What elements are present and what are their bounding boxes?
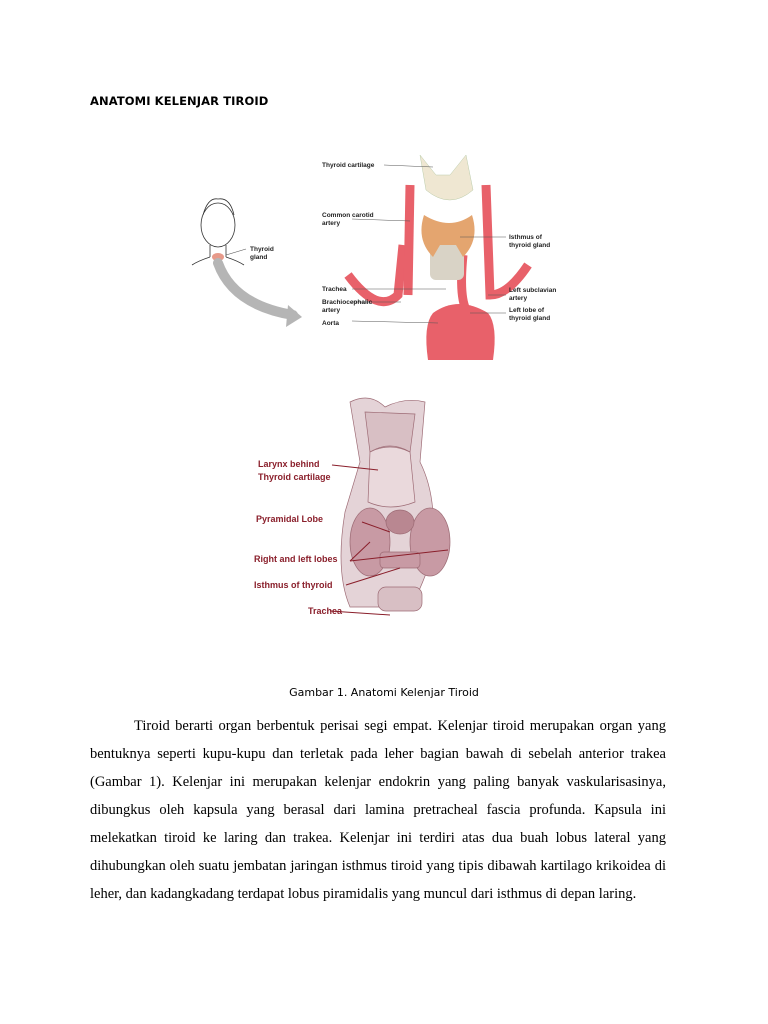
trachea-label-top: Trachea — [322, 286, 347, 293]
head-outline-illustration — [192, 199, 302, 327]
left-lobe-label-2: thyroid gland — [509, 315, 551, 322]
larynx-label-1: Larynx behind — [258, 459, 320, 469]
thyroid-anatomy-illustration — [348, 155, 528, 360]
common-carotid-label-1: Common carotid — [322, 212, 374, 219]
pyramidal-lobe-label: Pyramidal Lobe — [256, 514, 324, 524]
right-left-lobes-label: Right and left lobes — [254, 554, 338, 564]
isthmus-thyroid-label: Isthmus of thyroid — [254, 580, 333, 590]
document-heading: ANATOMI KELENJAR TIROID — [90, 94, 269, 108]
subclavian-label-2: artery — [509, 295, 528, 302]
larynx-thyroid-figure — [250, 392, 480, 637]
aorta-label: Aorta — [322, 320, 339, 327]
trachea-label-bottom: Trachea — [308, 606, 343, 616]
larynx-thyroid-illustration — [341, 398, 450, 611]
isthmus-label-1: Isthmus of — [509, 234, 542, 241]
subclavian-label-1: Left subclavian — [509, 287, 557, 294]
common-carotid-label-2: artery — [322, 220, 341, 227]
thyroid-gland-label-2: gland — [250, 254, 268, 261]
thyroid-vessels-figure — [188, 145, 578, 370]
larynx-label-2: Thyroid cartilage — [258, 472, 331, 482]
left-lobe-label-1: Left lobe of — [509, 307, 545, 314]
isthmus-label-2: thyroid gland — [509, 242, 551, 249]
brachiocephalic-label-2: artery — [322, 307, 341, 314]
thyroid-cartilage-label: Thyroid cartilage — [322, 162, 375, 169]
thyroid-gland-label-1: Thyroid — [250, 246, 274, 253]
body-paragraph: Tiroid berarti organ berbentuk perisai segi empat. Kelenjar tiroid merupakan organ yang bentuknya seperti kupu-kupu dan terletak pada leher bagian bawah di sebelah anterior trakea (Gambar 1). Kelenjar ini merupakan kelenjar endokrin yang paling banyak vaskularisasinya, dibungkus oleh kapsula yang berasal dari lamina pretracheal fascia profunda. Kapsula ini melekatkan tiroid ke laring dan trakea. Kelenjar ini terdiri atas dua buah lobus lateral yang dihubungkan oleh suatu jembatan jaringan isthmus tiroid yang tipis dibawah kartilago krikoidea di leher, dan kadangkadang terdapat lobus piramidalis yang muncul dari isthmus di depan laring. — [90, 718, 666, 902]
brachiocephalic-label-1: Brachiocephalic — [322, 299, 373, 306]
figure-caption: Gambar 1. Anatomi Kelenjar Tiroid — [289, 686, 479, 699]
